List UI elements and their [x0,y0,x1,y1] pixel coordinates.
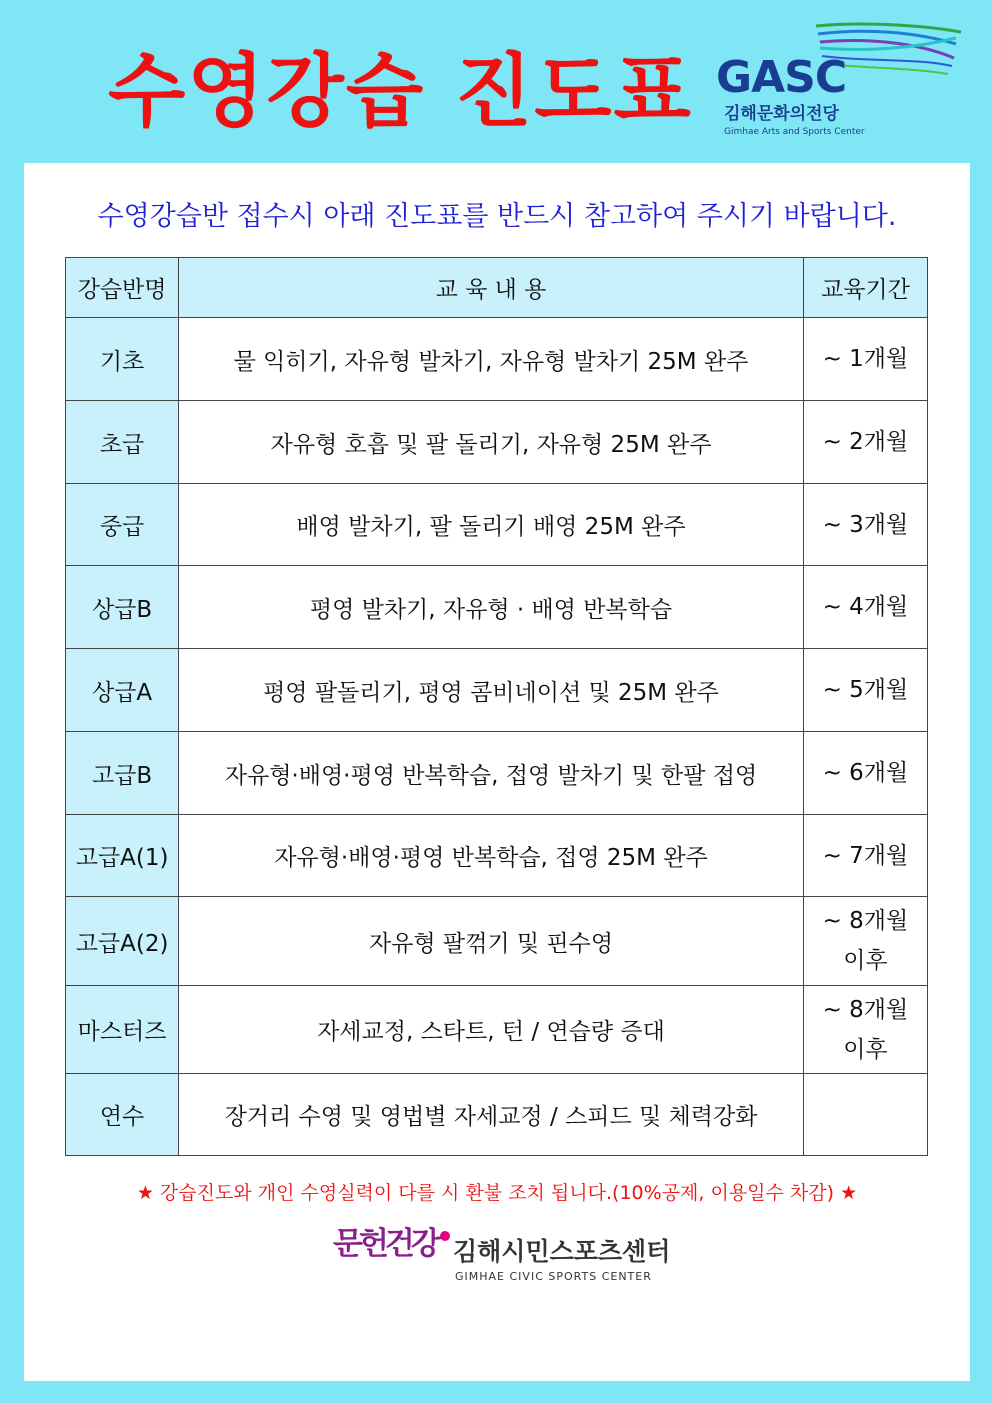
content-cell: 자유형·배영·평영 반복학습, 접영 25M 완주 [179,815,804,897]
class-name-cell: 상급B [66,566,179,649]
period-cell: ~ 1개월 [803,318,927,401]
period-cell: ~ 7개월 [803,815,927,897]
period-cell: ~ 5개월 [803,649,927,732]
class-name-cell: 연수 [66,1074,179,1156]
content-cell: 배영 발차기, 팔 돌리기 배영 25M 완주 [179,484,804,566]
table-row [66,318,928,401]
center-name-kr: 김해시민스포츠센터 [453,1237,671,1266]
table-row [66,732,928,815]
class-name-cell: 초급 [66,401,179,484]
class-name-cell: 중급 [66,484,179,566]
class-name-cell: 고급B [66,732,179,815]
gasc-name-en: Gimhae Arts and Sports Center [724,127,865,137]
table-header-row [66,258,928,318]
header-class-name: 강습반명 [66,258,179,318]
page-title: 수영강습 진도표 [108,45,693,138]
content-cell: 자세교정, 스타트, 턴 / 연습량 증대 [179,986,804,1074]
table-row [66,566,928,649]
table-row [66,401,928,484]
notice-text: 수영강습반 접수시 아래 진도표를 반드시 참고하여 주시기 바랍니다. [97,201,897,232]
period-cell: ~ 3개월 [803,484,927,566]
gasc-name-kr: 김해문화의전당 [724,104,839,124]
period-cell: ~ 4개월 [803,566,927,649]
content-cell: 평영 발차기, 자유형 · 배영 반복학습 [179,566,804,649]
gasc-logo-text: GASC [716,52,847,103]
class-name-cell: 기초 [66,318,179,401]
table-row [66,815,928,897]
period-line: 이후 [843,1036,888,1063]
content-panel [24,163,970,1381]
period-cell [803,897,927,986]
content-cell: 자유형·배영·평영 반복학습, 접영 발차기 및 한팔 접영 [179,732,804,815]
table-row [66,484,928,566]
table-row [66,1074,928,1156]
class-name-cell: 마스터즈 [66,986,179,1074]
period-cell [803,986,927,1074]
gasc-logo [716,18,966,146]
content-cell: 자유형 팔꺾기 및 핀수영 [179,897,804,986]
period-line: 이후 [843,948,888,974]
class-name-cell: 고급A(2) [66,897,179,986]
period-cell: ~ 2개월 [803,401,927,484]
class-name-cell: 고급A(1) [66,815,179,897]
content-cell: 자유형 호흡 및 팔 돌리기, 자유형 25M 완주 [179,401,804,484]
period-cell [803,1074,927,1156]
class-name-cell: 상급A [66,649,179,732]
table-row [66,649,928,732]
content-cell: 장거리 수영 및 영법별 자세교정 / 스피드 및 체력강화 [179,1074,804,1156]
refund-warning: ★ 강습진도와 개인 수영실력이 다를 시 환불 조치 됩니다.(10%공제, 이용일수 차감) ★ [136,1182,858,1204]
period-line: ~ 8개월 [822,996,909,1023]
logo-mark: 문헌건강 [333,1226,437,1262]
content-cell: 물 익히기, 자유형 발차기, 자유형 발차기 25M 완주 [179,318,804,401]
sports-center-logo [333,1226,693,1289]
center-name-en: GIMHAE CIVIC SPORTS CENTER [455,1270,652,1283]
logo-dot-icon [440,1231,450,1241]
header-period: 교육기간 [803,258,927,318]
progress-table [65,257,928,1156]
table-row [66,897,928,986]
header-content: 교 육 내 용 [179,258,804,318]
period-line: ~ 8개월 [822,908,909,934]
content-cell: 평영 팔돌리기, 평영 콤비네이션 및 25M 완주 [179,649,804,732]
period-cell: ~ 6개월 [803,732,927,815]
table-row [66,986,928,1074]
